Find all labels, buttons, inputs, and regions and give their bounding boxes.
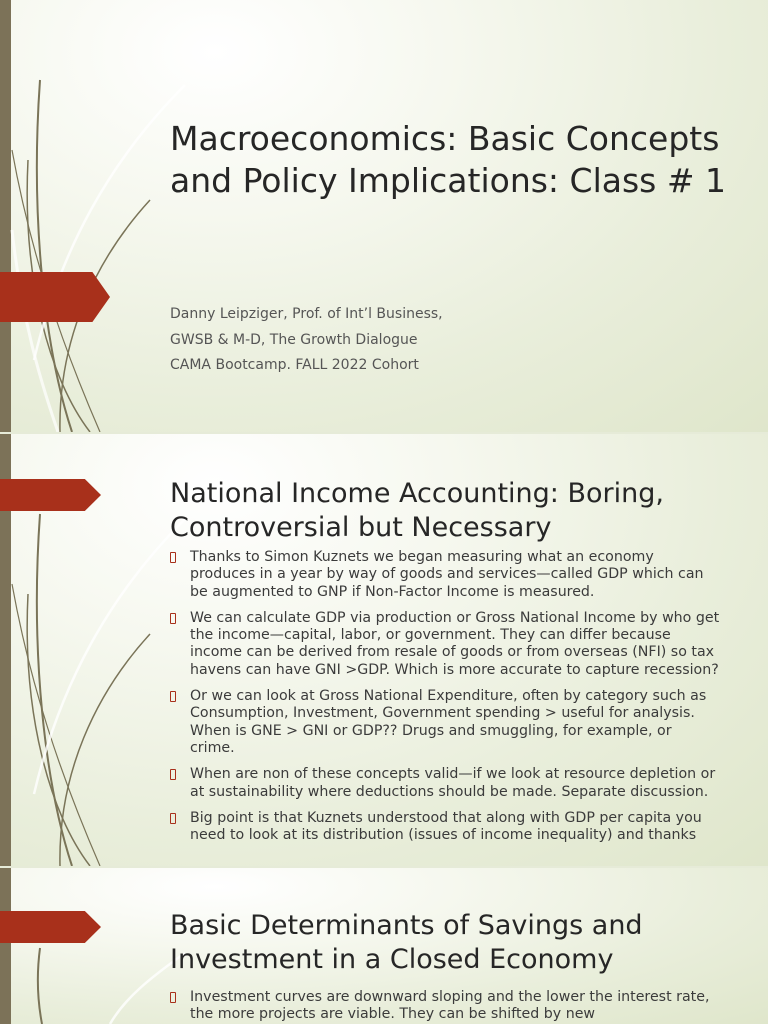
slide-subtitle [170, 302, 710, 379]
accent-arrow-tab [0, 479, 101, 511]
list-item [170, 549, 720, 601]
list-item [170, 766, 720, 801]
list-item [170, 610, 720, 679]
bullet-icon [170, 691, 176, 702]
bullet-text: Investment curves are downward sloping and the lower the interest rate, the more projects are viable. They can be shifted by new [190, 989, 710, 1023]
bullet-text: Big point is that Kuznets understood that along with GDP per capita you need to look at its distribution (issues of income inequality) and thanks [190, 809, 702, 844]
slide-3 [0, 868, 768, 1024]
slide-title: Basic Determinants of Savings and Investment in a Closed Economy [170, 910, 643, 975]
slide-1 [0, 0, 768, 432]
slide-2 [0, 434, 768, 866]
bullet-text: Thanks to Simon Kuznets we began measuring what an economy produces in a year by way of goods and services—called GDP which can be augmented to GNP if Non-Factor Income is measured. [190, 549, 704, 600]
accent-arrow-tab [0, 272, 110, 322]
bullet-icon [170, 813, 176, 824]
slide-title: National Income Accounting: Boring, Controversial but Necessary [170, 478, 664, 543]
bullet-list [170, 549, 720, 853]
bullet-text: Or we can look at Gross National Expenditure, often by category such as Consumption, Investment, Government spending > useful for analysis. When is GNE > GNI or GDP?? Drugs and smuggling, for example, or crime. [190, 688, 707, 756]
subtitle-line: GWSB & M-D, The Growth Dialogue [170, 331, 418, 348]
list-item [170, 989, 720, 1024]
list-item [170, 810, 720, 845]
subtitle-line: Danny Leipziger, Prof. of Int’l Business, [170, 306, 443, 322]
slide-title: Macroeconomics: Basic Concepts and Policy Implications: Class # 1 [170, 119, 726, 200]
subtitle-line: CAMA Bootcamp. FALL 2022 Cohort [170, 357, 419, 373]
accent-arrow-tab [0, 911, 101, 943]
list-item [170, 688, 720, 757]
bullet-text: We can calculate GDP via production or Gross National Income by who get the income—capital, labor, or government. They can differ because income can be derived from resale of goods or from overseas (NFI) so tax havens can have GNI >GDP. Which is more accurate to capture recession? [190, 609, 720, 678]
bullet-icon [170, 552, 176, 563]
bullet-icon [170, 992, 176, 1003]
bullet-list [170, 989, 720, 1024]
bullet-icon [170, 613, 176, 624]
bullet-text: When are non of these concepts valid—if we look at resource depletion or at sustainability where deductions should be made. Separate discussion. [190, 766, 716, 800]
bullet-icon [170, 769, 176, 780]
